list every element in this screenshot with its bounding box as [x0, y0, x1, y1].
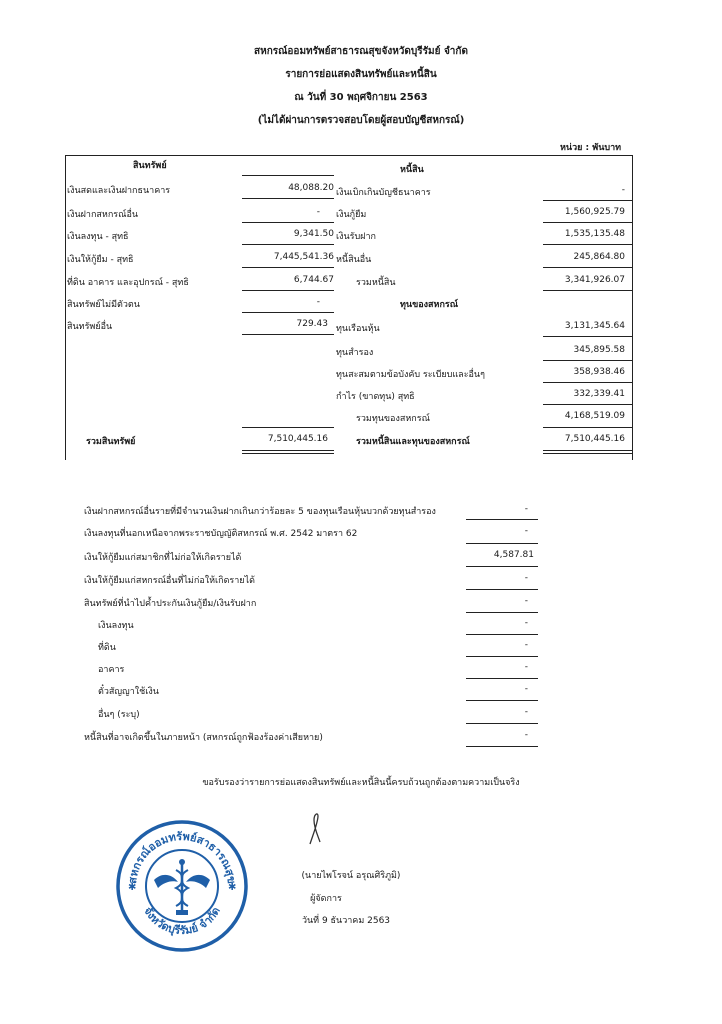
note-value-1: - [524, 526, 528, 536]
liability-label-2: เงินรับฝาก [336, 232, 376, 242]
equity-value-2: 358,938.46 [573, 367, 625, 377]
seal-top-text: สหกรณ์ออมทรัพย์สาธารณสุข [125, 829, 239, 885]
asset-value-1: - [316, 207, 320, 217]
signer-position: ผู้จัดการ [310, 894, 342, 904]
equity-label-0: ทุนเรือนหุ้น [336, 324, 380, 334]
signature-scribble [296, 810, 336, 856]
grand-total-label: รวมหนี้สินและทุนของสหกรณ์ [356, 437, 470, 447]
asset-value-6: 729.43 [296, 319, 328, 329]
asset-label-5: สินทรัพย์ไม่มีตัวตน [67, 300, 140, 310]
equity-label-2: ทุนสะสมตามข้อบังคับ ระเบียบและอื่นๆ [336, 370, 485, 380]
liability-label-1: เงินกู้ยืม [336, 210, 367, 220]
asset-label-1: เงินฝากสหกรณ์อื่น [67, 210, 139, 220]
audit-note: (ไม่ได้ผ่านการตรวจสอบโดยผู้สอบบัญชีสหกรณ์) [257, 115, 465, 126]
asset-label-0: เงินสดและเงินฝากธนาคาร [67, 186, 171, 196]
note-label-7: อาคาร [98, 665, 125, 675]
asset-value-5: - [316, 297, 320, 307]
note-label-1: เงินลงทุนที่นอกเหนือจากพระราชบัญญัติสหกรณ์ พ.ศ. 2542 มาตรา 62 [84, 529, 358, 539]
liabilities-total-value: 3,341,926.07 [564, 275, 625, 285]
svg-text:✱: ✱ [228, 882, 237, 893]
equity-label-1: ทุนสำรอง [336, 348, 374, 358]
note-value-4: - [524, 596, 528, 606]
seal-bottom-text: จังหวัดบุรีรัมย์ จำกัด [141, 904, 223, 938]
org-name: สหกรณ์ออมทรัพย์สาธารณสุขจังหวัดบุรีรัมย์ จำกัด [254, 46, 468, 57]
asset-value-2: 9,341.50 [293, 229, 334, 239]
note-label-6: ที่ดิน [98, 643, 116, 653]
equity-value-3: 332,339.41 [573, 389, 625, 399]
liabilities-total-label: รวมหนี้สิน [356, 278, 396, 288]
asset-label-3: เงินให้กู้ยืม - สุทธิ [67, 255, 134, 265]
note-label-5: เงินลงทุน [98, 621, 134, 631]
asset-value-4: 6,744.67 [293, 275, 334, 285]
liability-value-3: 245,864.80 [573, 252, 625, 262]
asset-label-6: สินทรัพย์อื่น [67, 322, 113, 332]
assets-heading: สินทรัพย์ [133, 161, 167, 171]
note-label-2: เงินให้กู้ยืมแก่สมาชิกที่ไม่ก่อให้เกิดรายได้ [84, 553, 242, 563]
equity-total-label: รวมทุนของสหกรณ์ [356, 414, 430, 424]
liability-label-3: หนี้สินอื่น [336, 255, 372, 265]
note-label-10: หนี้สินที่อาจเกิดขึ้นในภายหน้า (สหกรณ์ถูกฟ้องร้องค่าเสียหาย) [84, 733, 323, 743]
signer-name: (นายไพโรจน์ อรุณศิริภูมิ) [301, 871, 401, 881]
note-value-3: - [524, 573, 528, 583]
note-label-0: เงินฝากสหกรณ์อื่นรายที่มีจำนวนเงินฝากเกินกว่าร้อยละ 5 ของทุนเรือนหุ้นบวกด้วยทุนสำรอง [84, 507, 436, 517]
note-value-2: 4,587.81 [493, 550, 534, 560]
cooperative-seal [114, 818, 250, 958]
asset-label-2: เงินลงทุน - สุทธิ [67, 232, 129, 242]
assets-total-value: 7,510,445.16 [267, 434, 328, 444]
note-label-3: เงินให้กู้ยืมแก่สหกรณ์อื่นที่ไม่ก่อให้เกิดรายได้ [84, 576, 255, 586]
liability-label-0: เงินเบิกเกินบัญชีธนาคาร [336, 188, 431, 198]
note-value-5: - [524, 618, 528, 628]
note-value-0: - [524, 504, 528, 514]
unit-label: หน่วย : พันบาท [560, 143, 622, 153]
note-label-9: อื่นๆ (ระบุ) [98, 710, 140, 720]
equity-label-3: กำไร (ขาดทุน) สุทธิ [336, 392, 415, 402]
report-title: รายการย่อแสดงสินทรัพย์และหนี้สิน [285, 69, 437, 80]
note-value-6: - [524, 640, 528, 650]
liabilities-heading: หนี้สิน [400, 165, 424, 175]
liability-value-0: - [621, 185, 625, 195]
equity-value-1: 345,895.58 [573, 345, 625, 355]
note-label-4: สินทรัพย์ที่นำไปค้ำประกันเงินกู้ยืม/เงินรับฝาก [84, 599, 257, 609]
note-value-9: - [524, 707, 528, 717]
note-value-8: - [524, 684, 528, 694]
signature-date: วันที่ 9 ธันวาคม 2563 [301, 916, 391, 926]
asset-value-3: 7,445,541.36 [273, 252, 334, 262]
equity-total-value: 4,168,519.09 [564, 411, 625, 421]
certification-text: ขอรับรองว่ารายการย่อแสดงสินทรัพย์และหนี้สินนี้ครบถ้วนถูกต้องตามความเป็นจริง [202, 778, 520, 788]
svg-text:✱: ✱ [128, 882, 137, 893]
liability-value-2: 1,535,135.48 [564, 229, 625, 239]
report-date: ณ วันที่ 30 พฤศจิกายน 2563 [294, 92, 428, 103]
liability-value-1: 1,560,925.79 [564, 207, 625, 217]
assets-total-label: รวมสินทรัพย์ [86, 437, 136, 447]
note-value-7: - [524, 662, 528, 672]
equity-value-0: 3,131,345.64 [564, 321, 625, 331]
equity-heading: ทุนของสหกรณ์ [400, 300, 459, 310]
asset-label-4: ที่ดิน อาคาร และอุปกรณ์ - สุทธิ [67, 278, 189, 288]
asset-value-0: 48,088.20 [288, 183, 334, 193]
grand-total-value: 7,510,445.16 [564, 434, 625, 444]
note-value-10: - [524, 730, 528, 740]
note-label-8: ตั๋วสัญญาใช้เงิน [98, 687, 159, 697]
